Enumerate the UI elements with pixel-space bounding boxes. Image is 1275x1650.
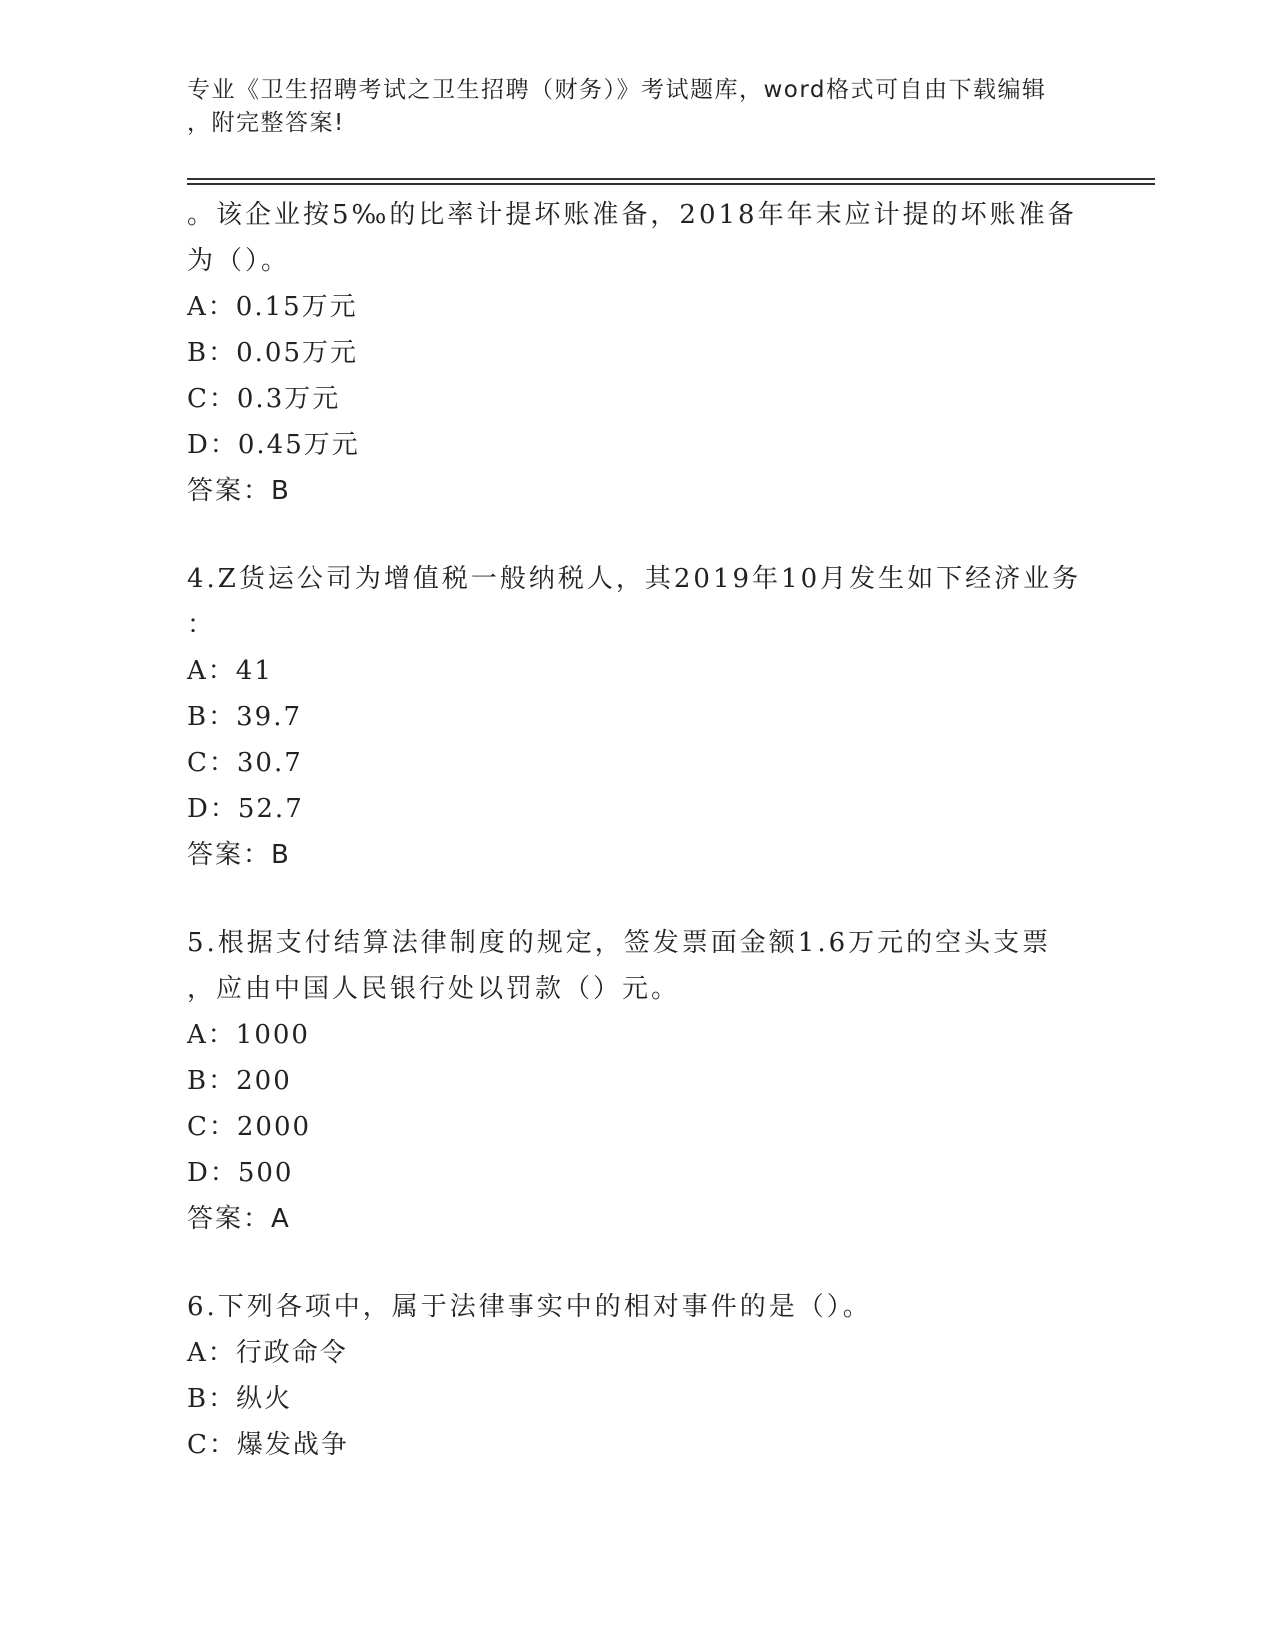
option-a: A：行政命令 bbox=[187, 1338, 348, 1368]
question-block bbox=[187, 556, 1087, 878]
option-c: C：0.3万元 bbox=[187, 384, 341, 414]
document-header bbox=[187, 74, 1067, 140]
question-block bbox=[187, 920, 1087, 1242]
option-b: B：200 bbox=[187, 1066, 292, 1096]
option-b: B：39.7 bbox=[187, 702, 302, 732]
question-text-line: 为（）。 bbox=[187, 246, 291, 276]
option-b: B：纵火 bbox=[187, 1384, 293, 1414]
question-spacer bbox=[187, 878, 1087, 920]
question-text-line: 。该企业按5‰的比率计提坏账准备，2018年年末应计提的坏账准备 bbox=[187, 200, 1077, 230]
answer-line: 答案：B bbox=[187, 476, 291, 506]
question-spacer bbox=[187, 514, 1087, 556]
question-spacer bbox=[187, 1242, 1087, 1284]
option-c: C：30.7 bbox=[187, 748, 303, 778]
option-c: C：爆发战争 bbox=[187, 1430, 349, 1460]
question-text-line: 5.根据支付结算法律制度的规定，签发票面金额1.6万元的空头支票 bbox=[187, 928, 1052, 958]
option-d: D：500 bbox=[187, 1158, 294, 1188]
question-text-line: 6.下列各项中，属于法律事实中的相对事件的是（）。 bbox=[187, 1292, 872, 1322]
option-c: C：2000 bbox=[187, 1112, 312, 1142]
question-list bbox=[187, 192, 1087, 1468]
header-rule-bottom bbox=[187, 183, 1155, 185]
header-rule-top bbox=[187, 178, 1155, 180]
question-block bbox=[187, 192, 1087, 514]
option-d: D：0.45万元 bbox=[187, 430, 360, 460]
option-a: A：41 bbox=[187, 656, 273, 686]
option-a: A：1000 bbox=[187, 1020, 310, 1050]
option-a: A：0.15万元 bbox=[187, 292, 358, 322]
header-line-2: ，附完整答案! bbox=[187, 110, 345, 136]
question-text-line: 4.Z货运公司为增值税一般纳税人，其2019年10月发生如下经济业务 bbox=[187, 564, 1082, 594]
question-block bbox=[187, 1284, 1087, 1468]
header-line-1: 专业《卫生招聘考试之卫生招聘（财务）》考试题库，word格式可自由下载编辑 bbox=[187, 77, 1047, 103]
answer-line: 答案：A bbox=[187, 1204, 291, 1234]
option-d: D：52.7 bbox=[187, 794, 304, 824]
question-text-line: ： bbox=[187, 610, 217, 640]
question-text-line: ，应由中国人民银行处以罚款（）元。 bbox=[187, 974, 681, 1004]
option-b: B：0.05万元 bbox=[187, 338, 358, 368]
answer-line: 答案：B bbox=[187, 840, 291, 870]
